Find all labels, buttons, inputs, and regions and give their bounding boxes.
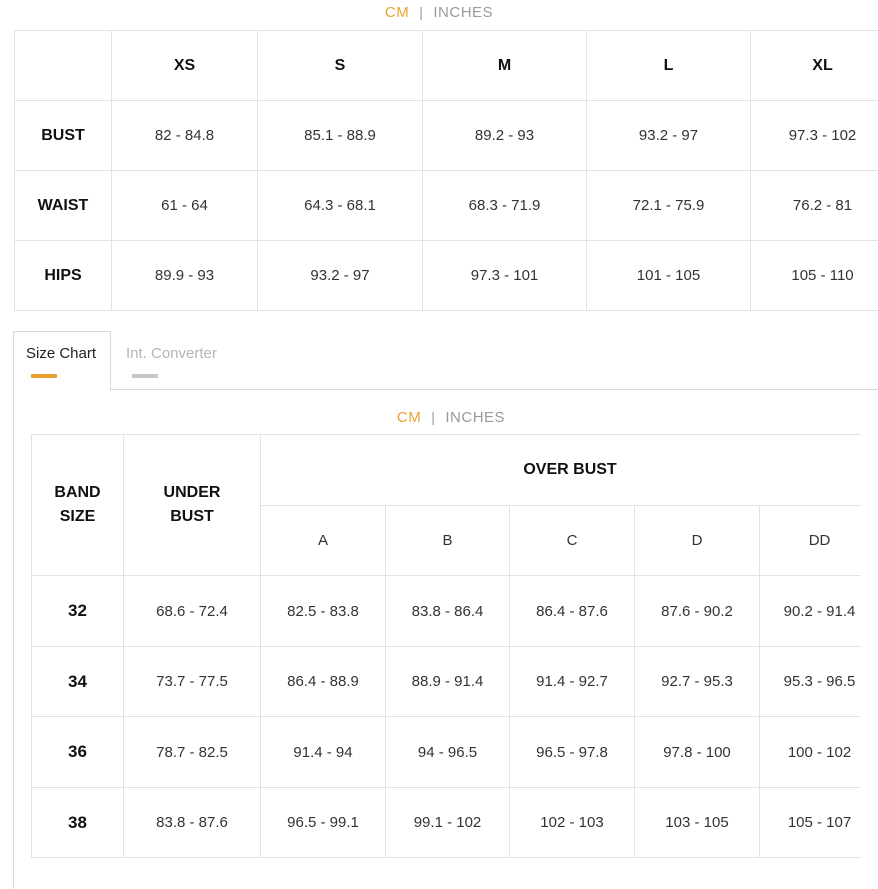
size-chart-table [14,30,878,311]
tab-inactive-indicator [132,374,158,378]
table-header-row [32,435,878,506]
table-cell: 93.2 - 97 [587,101,751,171]
table-cell: 103 - 105 [635,788,760,858]
size-header-s: S [258,31,423,101]
table-cell: 61 - 64 [112,171,258,241]
band-size-cell: 38 [32,788,124,858]
table-cell: 87.6 - 90.2 [635,576,760,647]
cup-header-a: A [261,506,386,576]
panel-border [13,389,14,889]
table-cell: 89.2 - 93 [423,101,587,171]
band-size-header: BAND SIZE [32,435,124,576]
table-cell: 76.2 - 81 [751,171,878,241]
table-cell: 95.3 - 96.5 [760,647,878,717]
table-clip-edge [861,434,878,858]
cup-header-dd: DD [760,506,878,576]
unit-cm-option[interactable]: CM [396,408,422,426]
tab-size-chart[interactable] [26,345,96,362]
table-cell: 86.4 - 88.9 [261,647,386,717]
under-bust-cell: 68.6 - 72.4 [124,576,261,647]
over-bust-header: OVER BUST [261,435,878,506]
table-row [32,717,878,788]
tab-int-converter-label: Int. Converter [126,345,217,362]
cup-header-c: C [510,506,635,576]
unit-inches-option[interactable]: INCHES [445,408,506,426]
band-size-cell: 36 [32,717,124,788]
unit-inches-option[interactable]: INCHES [433,3,494,21]
table-cell: 64.3 - 68.1 [258,171,423,241]
table-cell: 72.1 - 75.9 [587,171,751,241]
table-cell: 90.2 - 91.4 [760,576,878,647]
cup-header-b: B [386,506,510,576]
under-bust-header: UNDER BUST [124,435,261,576]
table-cell: 93.2 - 97 [258,241,423,311]
band-size-cell: 32 [32,576,124,647]
table-cell: 97.3 - 101 [423,241,587,311]
table-cell: 97.3 - 102 [751,101,878,171]
table-cell: 82.5 - 83.8 [261,576,386,647]
unit-cm-option[interactable]: CM [384,3,410,21]
under-bust-cell: 73.7 - 77.5 [124,647,261,717]
tab-active-indicator [31,374,57,378]
table-cell: 85.1 - 88.9 [258,101,423,171]
table-cell: 68.3 - 71.9 [423,171,587,241]
tab-int-converter[interactable] [126,345,217,362]
table-row [15,101,878,171]
size-header-m: M [423,31,587,101]
row-label-bust: BUST [15,101,112,171]
table-row [32,788,878,858]
table-cell: 105 - 110 [751,241,878,311]
tab-size-chart-label: Size Chart [26,345,97,362]
table-cell: 102 - 103 [510,788,635,858]
cup-header-d: D [635,506,760,576]
size-header-l: L [587,31,751,101]
row-label-hips: HIPS [15,241,112,311]
table-cell: 91.4 - 92.7 [510,647,635,717]
table-cell: 88.9 - 91.4 [386,647,510,717]
under-bust-cell: 78.7 - 82.5 [124,717,261,788]
table-cell: 91.4 - 94 [261,717,386,788]
table-cell: 101 - 105 [587,241,751,311]
table-cell: 83.8 - 86.4 [386,576,510,647]
band-size-cell: 34 [32,647,124,717]
table-row [15,241,878,311]
table-row [15,171,878,241]
tab-bar [13,331,878,390]
under-bust-cell: 83.8 - 87.6 [124,788,261,858]
table-cell: 99.1 - 102 [386,788,510,858]
size-header-xl: XL [751,31,878,101]
table-cell: 96.5 - 99.1 [261,788,386,858]
table-cell: 82 - 84.8 [112,101,258,171]
table-cell: 96.5 - 97.8 [510,717,635,788]
table-cell: 105 - 107 [760,788,878,858]
table-cell: 89.9 - 93 [112,241,258,311]
unit-toggle-top [0,0,878,24]
table-cell: 86.4 - 87.6 [510,576,635,647]
row-label-waist: WAIST [15,171,112,241]
table-cell: 92.7 - 95.3 [635,647,760,717]
corner-cell [15,31,112,101]
unit-toggle-panel [12,405,878,429]
table-header-row [15,31,878,101]
table-row [32,576,878,647]
bra-size-table [31,434,878,858]
table-cell: 94 - 96.5 [386,717,510,788]
size-header-xs: XS [112,31,258,101]
table-cell: 100 - 102 [760,717,878,788]
unit-separator: | [419,4,424,20]
table-row [32,647,878,717]
table-cell: 97.8 - 100 [635,717,760,788]
unit-separator: | [431,409,436,425]
